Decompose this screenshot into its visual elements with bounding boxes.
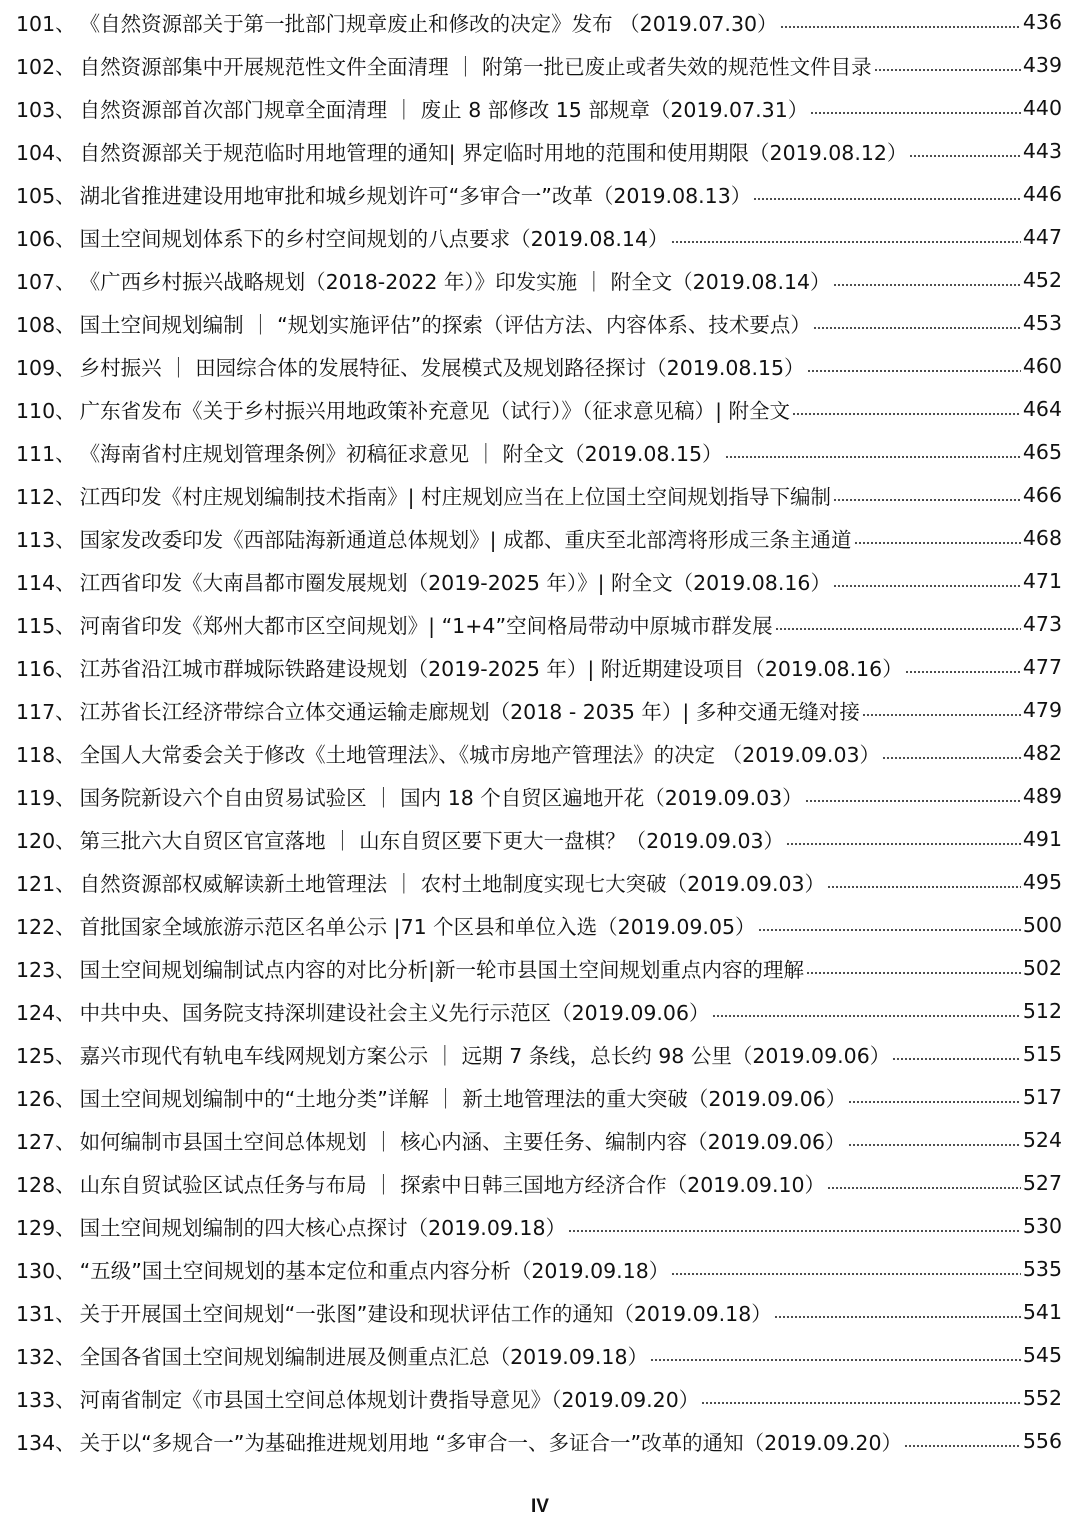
toc-entry-title[interactable]: 江苏省长江经济带综合立体交通运输走廊规划（2018 - 2035 年）| 多种交通无缝对接 [79, 699, 860, 724]
toc-entry-number: 130、 [16, 1258, 76, 1283]
toc-entry[interactable] [16, 1161, 1062, 1204]
toc-entry-title[interactable]: “五级”国土空间规划的基本定位和重点内容分析（2019.09.18） [79, 1258, 670, 1283]
toc-dot-leader [712, 1015, 1021, 1017]
toc-entry[interactable] [16, 430, 1062, 473]
toc-dot-leader [874, 69, 1021, 71]
toc-entry-title[interactable]: 国土空间规划体系下的乡村空间规划的八点要求（2019.08.14） [79, 226, 669, 251]
toc-dot-leader [833, 499, 1021, 501]
toc-dot-leader [671, 241, 1021, 243]
toc-entry-title[interactable]: 河南省制定《市县国土空间总体规划计费指导意见》（2019.09.20） [79, 1387, 700, 1412]
toc-entry[interactable] [16, 1290, 1062, 1333]
toc-dot-leader [827, 1187, 1021, 1189]
toc-entry-page: 473 [1022, 611, 1062, 636]
toc-entry-page: 466 [1022, 482, 1062, 507]
toc-entry-title[interactable]: 关于以“多规合一”为基础推进规划用地 “多审合一、多证合一”改革的通知（2019.09.20） [79, 1430, 903, 1455]
toc-dot-leader [848, 1101, 1021, 1103]
toc-dot-leader [833, 585, 1021, 587]
toc-entry[interactable] [16, 602, 1062, 645]
toc-entry-number: 126、 [16, 1086, 76, 1111]
toc-dot-leader [758, 929, 1021, 931]
toc-entry-number: 108、 [16, 312, 76, 337]
toc-entry[interactable] [16, 1333, 1062, 1376]
toc-entry-title[interactable]: 江西省印发《大南昌都市圈发展规划（2019-2025 年）》| 附全文（2019.08.16） [79, 570, 831, 595]
page-number: IV [531, 1496, 549, 1517]
toc-entry-page: 453 [1022, 310, 1062, 335]
toc-dot-leader [701, 1402, 1021, 1404]
toc-dot-leader [792, 413, 1021, 415]
toc-entry-page: 468 [1022, 525, 1062, 550]
toc-entry[interactable] [16, 774, 1062, 817]
toc-entry-title[interactable]: 广东省发布《关于乡村振兴用地政策补充意见（试行）》（征求意见稿）| 附全文 [79, 398, 791, 423]
toc-entry[interactable] [16, 1118, 1062, 1161]
toc-entry-number: 116、 [16, 656, 76, 681]
toc-entry-number: 113、 [16, 527, 76, 552]
toc-entry[interactable] [16, 473, 1062, 516]
toc-entry-title[interactable]: 《自然资源部关于第一批部门规章废止和修改的决定》发布 （2019.07.30） [79, 11, 778, 36]
toc-entry-page: 464 [1022, 396, 1062, 421]
toc-entry[interactable] [16, 301, 1062, 344]
toc-entry-page: 552 [1022, 1385, 1062, 1410]
toc-entry[interactable] [16, 0, 1062, 43]
toc-dot-leader [753, 198, 1021, 200]
toc-dot-leader [650, 1359, 1021, 1361]
toc-entry-title[interactable]: 国务院新设六个自由贸易试验区 ｜ 国内 18 个自贸区遍地开花（2019.09.03） [79, 785, 803, 810]
toc-entry-number: 104、 [16, 140, 76, 165]
toc-entry-title[interactable]: 山东自贸试验区试点任务与布局 ｜ 探索中日韩三国地方经济合作（2019.09.10） [79, 1172, 826, 1197]
toc-entry-number: 117、 [16, 699, 76, 724]
toc-entry-title[interactable]: 关于开展国土空间规划“一张图”建设和现状评估工作的通知（2019.09.18） [79, 1301, 772, 1326]
toc-entry[interactable] [16, 215, 1062, 258]
toc-dot-leader [848, 1144, 1021, 1146]
toc-entry[interactable] [16, 344, 1062, 387]
toc-entry-page: 452 [1022, 267, 1062, 292]
toc-dot-leader [892, 1058, 1021, 1060]
toc-entry-page: 436 [1022, 9, 1062, 34]
toc-entry-title[interactable]: 自然资源部首次部门规章全面清理 ｜ 废止 8 部修改 15 部规章（2019.07.31） [79, 97, 809, 122]
toc-entry-title[interactable]: 全国人大常委会关于修改《土地管理法》、《城市房地产管理法》的决定 （2019.09.03） [79, 742, 881, 767]
toc-entry-number: 124、 [16, 1000, 76, 1025]
toc-entry-page: 479 [1022, 697, 1062, 722]
toc-entry[interactable] [16, 1419, 1062, 1462]
toc-entry-title[interactable]: 如何编制市县国土空间总体规划 ｜ 核心内涵、主要任务、编制内容（2019.09.06） [79, 1129, 846, 1154]
toc-entry-title[interactable]: 湖北省推进建设用地审批和城乡规划许可“多审合一”改革（2019.08.13） [79, 183, 752, 208]
toc-dot-leader [725, 456, 1021, 458]
toc-entry-number: 112、 [16, 484, 76, 509]
toc-entry-title[interactable]: 国土空间规划编制试点内容的对比分析|新一轮市县国土空间规划重点内容的理解 [79, 957, 805, 982]
toc-entry-page: 502 [1022, 955, 1062, 980]
toc-entry-title[interactable]: 国土空间规划编制中的“土地分类”详解 ｜ 新土地管理法的重大突破（2019.09.06） [79, 1086, 847, 1111]
toc-entry-page: 500 [1022, 912, 1062, 937]
toc-entry-page: 527 [1022, 1170, 1062, 1195]
toc-entry[interactable] [16, 1075, 1062, 1118]
toc-entry[interactable] [16, 1032, 1062, 1075]
toc-entry-number: 105、 [16, 183, 76, 208]
toc-entry[interactable] [16, 129, 1062, 172]
toc-entry-number: 111、 [16, 441, 76, 466]
toc-entry-page: 491 [1022, 826, 1062, 851]
toc-entry-page: 439 [1022, 52, 1062, 77]
toc-entry-page: 512 [1022, 998, 1062, 1023]
toc-dot-leader [807, 370, 1021, 372]
toc-entry-number: 125、 [16, 1043, 76, 1068]
toc-entry-title[interactable]: 自然资源部集中开展规范性文件全面清理 ｜ 附第一批已废止或者失效的规范性文件目录 [79, 54, 872, 79]
toc-entry-title[interactable]: 河南省印发《郑州大都市区空间规划》| “1+4”空间格局带动中原城市群发展 [79, 613, 773, 638]
toc-entry-title[interactable]: 国土空间规划编制 ｜ “规划实施评估”的探索（评估方法、内容体系、技术要点） [79, 312, 811, 337]
toc-entry-number: 114、 [16, 570, 76, 595]
toc-entry-title[interactable]: 自然资源部关于规范临时用地管理的通知| 界定临时用地的范围和使用期限（2019.08.12） [79, 140, 908, 165]
toc-dot-leader [813, 327, 1021, 329]
toc-dot-leader [806, 972, 1021, 974]
toc-entry-number: 128、 [16, 1172, 76, 1197]
toc-entry[interactable] [16, 559, 1062, 602]
toc-entry-title[interactable]: 自然资源部权威解读新土地管理法 ｜ 农村土地制度实现七大突破（2019.09.03） [79, 871, 826, 896]
toc-entry-number: 109、 [16, 355, 76, 380]
toc-dot-leader [774, 1316, 1021, 1318]
toc-entry-title[interactable]: 江苏省沿江城市群城际铁路建设规划（2019-2025 年）| 附近期建设项目（2019.08.16） [79, 656, 903, 681]
toc-entry-title[interactable]: 嘉兴市现代有轨电车线网规划方案公示 ｜ 远期 7 条线，总长约 98 公里（2019.09.06） [79, 1043, 891, 1068]
toc-entry-number: 132、 [16, 1344, 76, 1369]
toc-entry-number: 119、 [16, 785, 76, 810]
toc-entry[interactable] [16, 903, 1062, 946]
toc-entry-page: 446 [1022, 181, 1062, 206]
toc-entry-page: 447 [1022, 224, 1062, 249]
toc-entry[interactable] [16, 387, 1062, 430]
toc-entry[interactable] [16, 989, 1062, 1032]
toc-dot-leader [671, 1273, 1021, 1275]
toc-entry-page: 515 [1022, 1041, 1062, 1066]
toc-entry-number: 103、 [16, 97, 76, 122]
toc-entry-page: 556 [1022, 1428, 1062, 1453]
toc-entry[interactable] [16, 43, 1062, 86]
toc-dot-leader [805, 800, 1021, 802]
toc-dot-leader [786, 843, 1021, 845]
toc-entry[interactable] [16, 86, 1062, 129]
toc-entry-title[interactable]: 《海南省村庄规划管理条例》初稿征求意见 ｜ 附全文（2019.08.15） [79, 441, 723, 466]
toc-entry[interactable] [16, 516, 1062, 559]
toc-entry[interactable] [16, 860, 1062, 903]
toc-entry-title[interactable]: 江西印发《村庄规划编制技术指南》| 村庄规划应当在上位国土空间规划指导下编制 [79, 484, 832, 509]
toc-entry[interactable] [16, 645, 1062, 688]
toc-entry-page: 460 [1022, 353, 1062, 378]
toc-entry-page: 471 [1022, 568, 1062, 593]
toc-entry-number: 102、 [16, 54, 76, 79]
toc-entry-number: 133、 [16, 1387, 76, 1412]
toc-entry-title[interactable]: 第三批六大自贸区官宣落地 ｜ 山东自贸区要下更大一盘棋？（2019.09.03） [79, 828, 785, 853]
toc-dot-leader [909, 155, 1020, 157]
toc-entry-title[interactable]: 乡村振兴 ｜ 田园综合体的发展特征、发展模式及规划路径探讨（2019.08.15） [79, 355, 805, 380]
toc-entry-page: 477 [1022, 654, 1062, 679]
toc-entry-title[interactable]: 首批国家全域旅游示范区名单公示 |71 个区县和单位入选（2019.09.05） [79, 914, 756, 939]
toc-entry-number: 107、 [16, 269, 76, 294]
toc-entry-page: 495 [1022, 869, 1062, 894]
toc-entry-number: 129、 [16, 1215, 76, 1240]
toc-entry[interactable] [16, 688, 1062, 731]
toc-entry[interactable] [16, 731, 1062, 774]
toc-entry-number: 134、 [16, 1430, 76, 1455]
toc-dot-leader [775, 628, 1021, 630]
toc-entry-page: 465 [1022, 439, 1062, 464]
toc-entry-page: 541 [1022, 1299, 1062, 1324]
toc-entry-title[interactable]: 中共中央、国务院支持深圳建设社会主义先行示范区（2019.09.06） [79, 1000, 710, 1025]
toc-dot-leader [882, 757, 1021, 759]
toc-entry-number: 127、 [16, 1129, 76, 1154]
toc-dot-leader [827, 886, 1021, 888]
toc-dot-leader [810, 112, 1021, 114]
toc-entry[interactable] [16, 172, 1062, 215]
toc-entry-number: 110、 [16, 398, 76, 423]
toc-entry-page: 545 [1022, 1342, 1062, 1367]
toc-entry[interactable] [16, 946, 1062, 989]
toc-entry-page: 517 [1022, 1084, 1062, 1109]
toc-entry-title[interactable]: 国土空间规划编制的四大核心点探讨（2019.09.18） [79, 1215, 567, 1240]
table-of-contents [16, 0, 1062, 1462]
toc-entry-title[interactable]: 全国各省国土空间规划编制进展及侧重点汇总（2019.09.18） [79, 1344, 649, 1369]
toc-entry-number: 122、 [16, 914, 76, 939]
toc-entry-number: 118、 [16, 742, 76, 767]
toc-entry[interactable] [16, 1204, 1062, 1247]
toc-entry-number: 115、 [16, 613, 76, 638]
toc-entry[interactable] [16, 258, 1062, 301]
toc-dot-leader [780, 26, 1021, 28]
toc-dot-leader [854, 542, 1021, 544]
toc-entry-number: 120、 [16, 828, 76, 853]
toc-dot-leader [833, 284, 1021, 286]
toc-dot-leader [862, 714, 1021, 716]
toc-entry-page: 524 [1022, 1127, 1062, 1152]
toc-dot-leader [905, 671, 1021, 673]
toc-entry-number: 106、 [16, 226, 76, 251]
toc-entry-title[interactable]: 《广西乡村振兴战略规划（2018-2022 年）》印发实施 ｜ 附全文（2019.08.14） [79, 269, 831, 294]
toc-entry-page: 535 [1022, 1256, 1062, 1281]
toc-entry-page: 489 [1022, 783, 1062, 808]
toc-entry-number: 121、 [16, 871, 76, 896]
toc-entry-page: 440 [1022, 95, 1062, 120]
toc-dot-leader [568, 1230, 1021, 1232]
toc-entry-page: 443 [1022, 138, 1062, 163]
toc-entry-number: 131、 [16, 1301, 76, 1326]
toc-entry-page: 530 [1022, 1213, 1062, 1238]
toc-entry-page: 482 [1022, 740, 1062, 765]
toc-entry-number: 123、 [16, 957, 76, 982]
toc-entry[interactable] [16, 1247, 1062, 1290]
toc-entry-title[interactable]: 国家发改委印发《西部陆海新通道总体规划》| 成都、重庆至北部湾将形成三条主通道 [79, 527, 852, 552]
toc-entry[interactable] [16, 817, 1062, 860]
toc-entry-number: 101、 [16, 11, 76, 36]
toc-dot-leader [904, 1445, 1021, 1447]
toc-entry[interactable] [16, 1376, 1062, 1419]
